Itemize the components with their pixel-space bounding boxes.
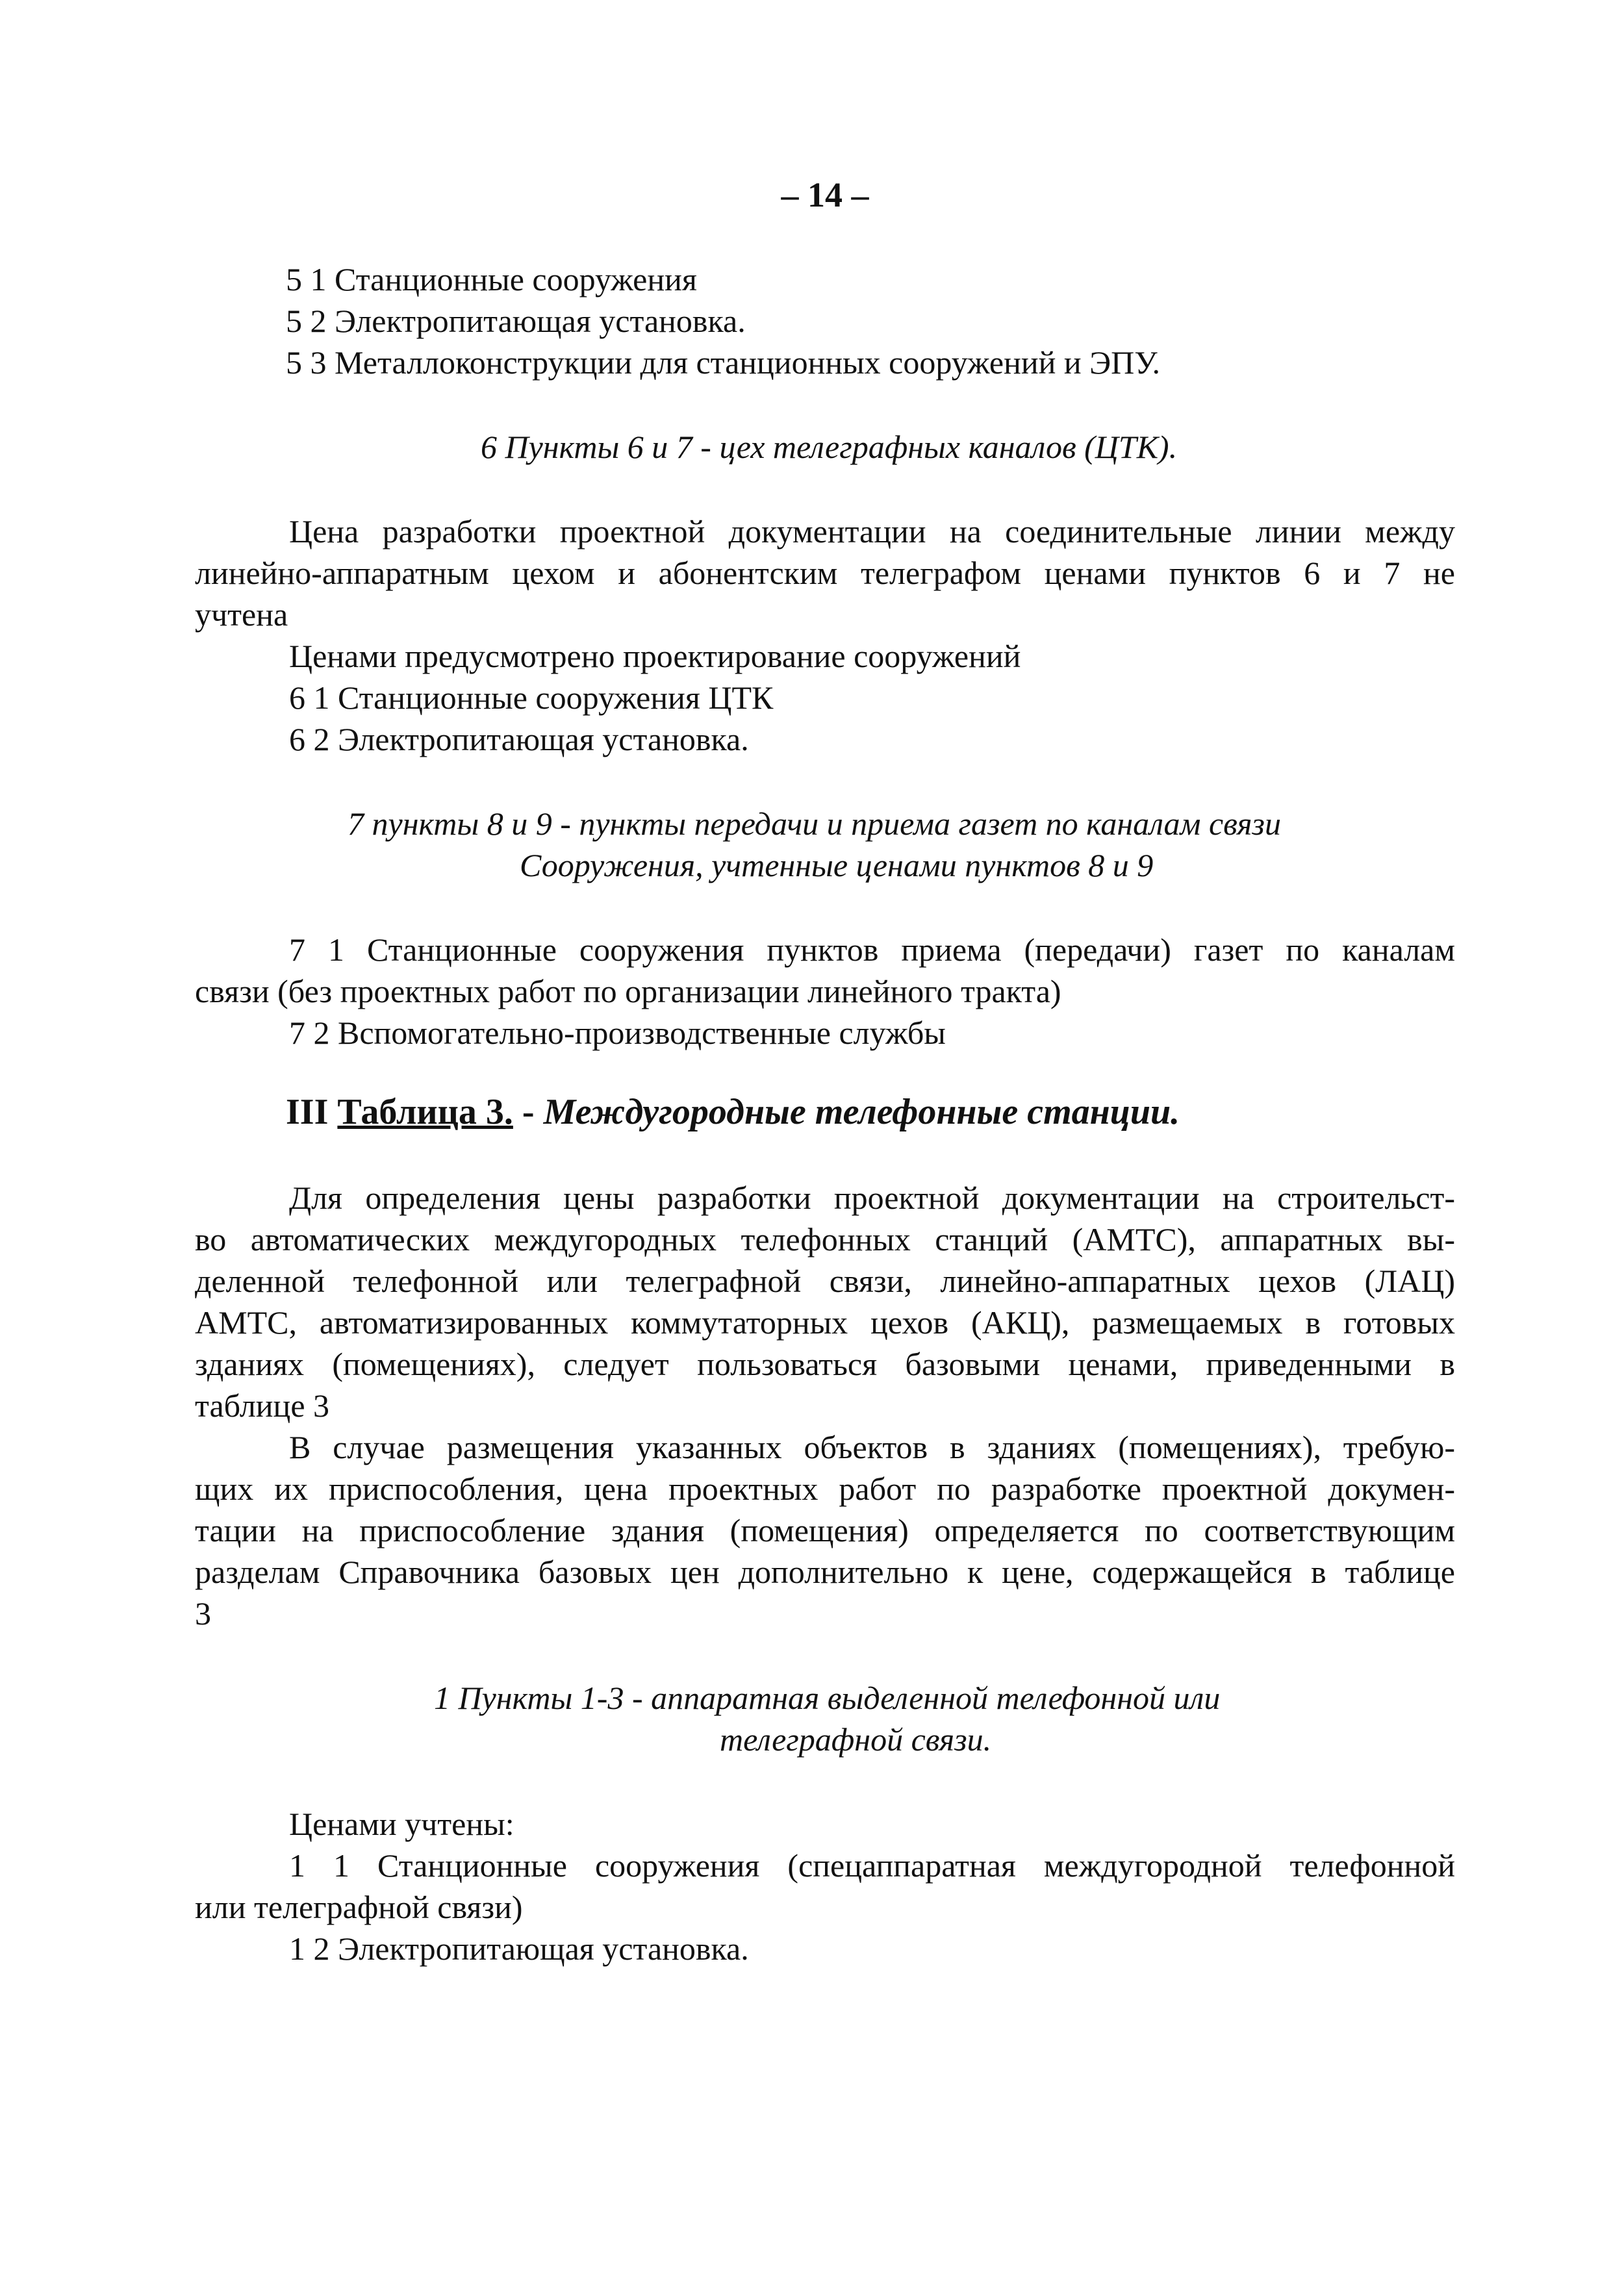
heading-table-label: Таблица 3.	[337, 1092, 513, 1132]
list-item-5-1: 5 1 Станционные сооружения	[286, 261, 697, 297]
subheading-points-1-3-line2: телеграфной связи.	[720, 1721, 992, 1758]
table-3-intro: Ценами учтены:	[289, 1806, 514, 1842]
heading-prefix: III	[286, 1092, 329, 1132]
paragraph-line: зданиях (помещениях), следует пользоваться базовыми ценами, приведенными в	[195, 1346, 1455, 1382]
list-item-5-3: 5 3 Металлоконструкции для станционных сооружений и ЭПУ.	[286, 344, 1161, 381]
subheading-section-7-line2: Сооружения, учтенные ценами пунктов 8 и 9	[520, 847, 1154, 883]
list-item-7-1-cont: связи (без проектных работ по организации линейного тракта)	[195, 973, 1061, 1009]
heading-dash: -	[522, 1092, 535, 1132]
paragraph-line: линейно-аппаратным цехом и абонентским телеграфом ценами пунктов 6 и 7 не	[195, 555, 1455, 591]
list-item-1-1: 1 1 Станционные сооружения (спецаппаратная междугородной телефонной	[289, 1847, 1455, 1884]
subheading-section-6: 6 Пункты 6 и 7 - цех телеграфных каналов (ЦТК).	[481, 429, 1178, 465]
list-item-1-1-cont: или телеграфной связи)	[195, 1889, 523, 1925]
paragraph-line: В случае размещения указанных объектов в зданиях (помещениях), требую-	[289, 1429, 1455, 1465]
list-item-6-1: 6 1 Станционные сооружения ЦТК	[289, 679, 774, 716]
paragraph-line: разделам Справочника базовых цен дополнительно к цене, содержащейся в таблице	[195, 1554, 1455, 1590]
paragraph-line: деленной телефонной или телеграфной связи, линейно-аппаратных цехов (ЛАЦ)	[195, 1263, 1455, 1299]
list-item-7-1: 7 1 Станционные сооружения пунктов приема (передачи) газет по каналам	[289, 931, 1455, 968]
list-item-1-2: 1 2 Электропитающая установка.	[289, 1930, 749, 1967]
heading-title: Междугородные телефонные станции.	[543, 1092, 1180, 1132]
list-item-6-2: 6 2 Электропитающая установка.	[289, 721, 749, 757]
paragraph-line: 3	[195, 1595, 211, 1632]
paragraph-line: Цена разработки проектной документации на соединительные линии между	[289, 513, 1455, 550]
paragraph-line: Для определения цены разработки проектной документации на строительст-	[289, 1180, 1455, 1216]
paragraph-line: щих их приспособления, цена проектных работ по разработке проектной докумен-	[195, 1471, 1455, 1507]
section-6-intro: Ценами предусмотрено проектирование сооружений	[289, 638, 1021, 674]
paragraph-line: учтена	[195, 596, 288, 633]
paragraph-line: во автоматических междугородных телефонных станций (АМТС), аппаратных вы-	[195, 1221, 1455, 1257]
list-item-5-2: 5 2 Электропитающая установка.	[286, 303, 746, 339]
table-3-heading	[286, 1091, 1180, 1133]
subheading-section-7: 7 пункты 8 и 9 - пункты передачи и приема газет по каналам связи	[348, 805, 1281, 842]
paragraph-line: тации на приспособление здания (помещения) определяется по соответствующим	[195, 1512, 1455, 1548]
page-number: – 14 –	[781, 175, 869, 214]
paragraph-line: АМТС, автоматизированных коммутаторных цехов (АКЦ), размещаемых в готовых	[195, 1304, 1455, 1341]
list-item-7-2: 7 2 Вспомогательно-производственные службы	[289, 1015, 946, 1051]
paragraph-line: таблице 3	[195, 1387, 330, 1424]
subheading-points-1-3: 1 Пункты 1-3 - аппаратная выделенной телефонной или	[434, 1680, 1221, 1716]
